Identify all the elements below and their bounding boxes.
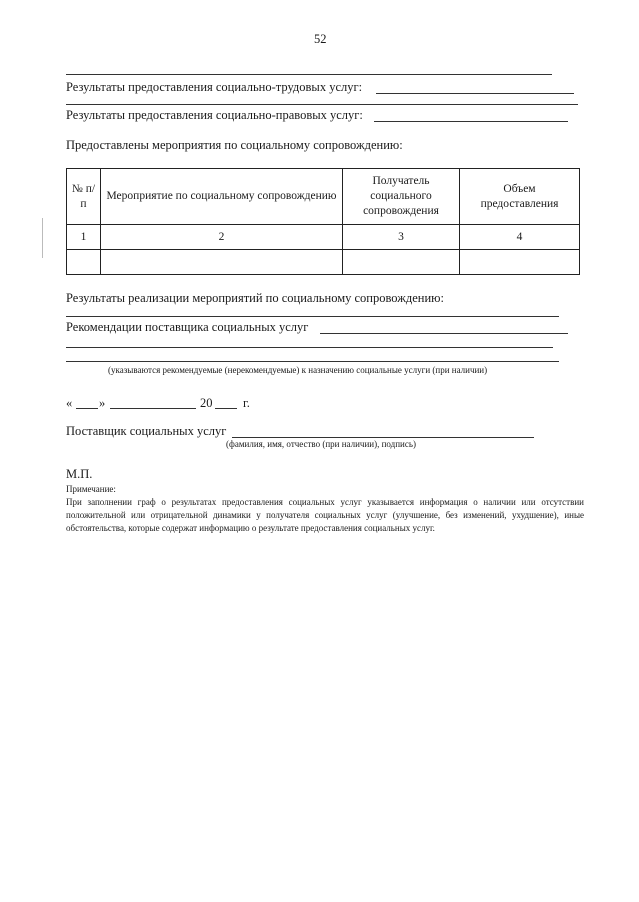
blank-line — [66, 104, 578, 105]
date-open-quote: « — [66, 396, 73, 410]
provider-signature-line[interactable] — [232, 437, 534, 438]
header-volume: Объем предоставления — [460, 169, 580, 225]
activities-provided-label: Предоставлены мероприятия по социальному сопровождению: — [66, 138, 403, 152]
table-cell-empty[interactable] — [460, 250, 580, 275]
labor-services-fill-line[interactable] — [376, 93, 574, 94]
header-activity: Мероприятие по социальному сопровождению — [101, 169, 343, 225]
recommendations-fill-line[interactable] — [66, 361, 559, 362]
provider-hint: (фамилия, имя, отчество (при наличии), подпись) — [226, 439, 416, 449]
table-cell: 1 — [67, 225, 101, 250]
table-header-row — [67, 169, 580, 225]
recommendations-hint: (указываются рекомендуемые (нерекомендуемые) к назначению социальные услуги (при наличии) — [108, 365, 488, 375]
table-cell-empty[interactable] — [343, 250, 460, 275]
blank-line — [66, 74, 552, 75]
table-cell-empty[interactable] — [101, 250, 343, 275]
date-day-line[interactable] — [76, 408, 98, 409]
results-support-label: Результаты реализации мероприятий по социальному сопровождению: — [66, 291, 444, 305]
recommendations-fill-line[interactable] — [320, 333, 568, 334]
date-year-suffix: г. — [243, 396, 250, 410]
legal-services-label: Результаты предоставления социально-правовых услуг: — [66, 108, 363, 122]
header-recipient: Получатель социального сопровождения — [343, 169, 460, 225]
header-number: № п/п — [67, 169, 101, 225]
note-title: Примечание: — [66, 484, 116, 494]
support-activities-table — [66, 168, 580, 275]
legal-services-fill-line[interactable] — [374, 121, 568, 122]
note-text: При заполнении граф о результатах предоставления социальных услуг указывается информация о наличии или отсутствии положительной или отрицательной динамики у получателя социальных услуг (улучшение, без изменений, ухудшение), иные обстоятельства, которые содержат информацию о результате предоставления социальных услуг. — [66, 497, 584, 533]
table-row — [67, 250, 580, 275]
provider-label: Поставщик социальных услуг — [66, 424, 227, 438]
table-cell-empty[interactable] — [67, 250, 101, 275]
stamp-label: М.П. — [66, 467, 93, 481]
scan-mark — [42, 218, 43, 258]
labor-services-label: Результаты предоставления социально-трудовых услуг: — [66, 80, 363, 94]
table-number-row — [67, 225, 580, 250]
date-close-quote: » — [99, 396, 106, 410]
recommendations-fill-line[interactable] — [66, 347, 553, 348]
results-support-fill-line[interactable] — [66, 316, 559, 317]
page-number: 52 — [314, 32, 327, 46]
date-month-line[interactable] — [110, 408, 196, 409]
table-cell: 2 — [101, 225, 343, 250]
table-cell: 3 — [343, 225, 460, 250]
table-cell: 4 — [460, 225, 580, 250]
date-year-line[interactable] — [215, 408, 237, 409]
date-year-prefix: 20 — [200, 396, 213, 410]
recommendations-label: Рекомендации поставщика социальных услуг — [66, 320, 309, 334]
